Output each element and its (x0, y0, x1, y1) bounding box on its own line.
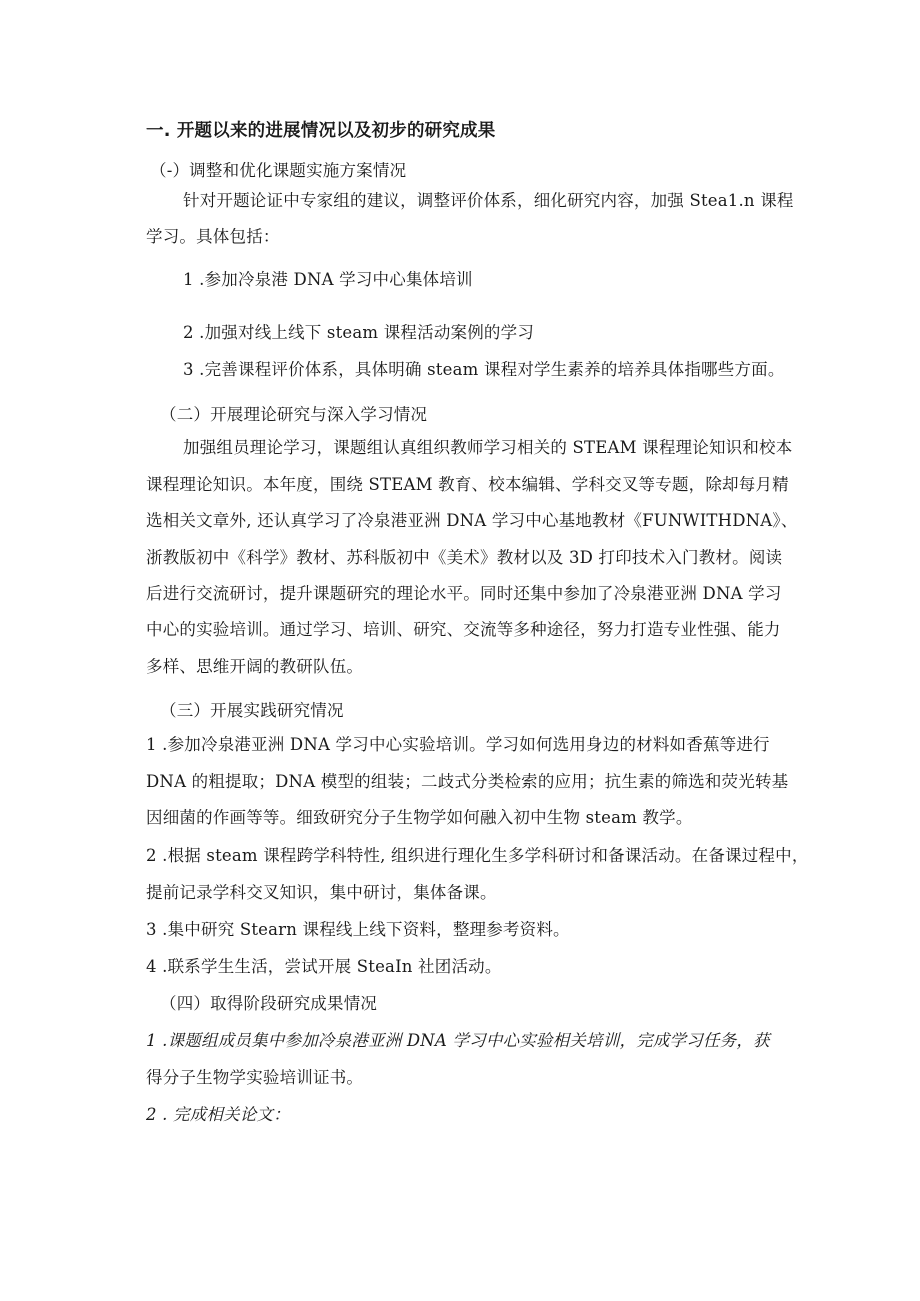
paragraph-line: 加强组员理论学习，课题组认真组织教师学习相关的 STEAM 课程理论知识和校本 (183, 438, 793, 457)
paragraph-line: 课程理论知识。本年度，围绕 STEAM 教育、校本编辑、学科交叉等专题，除却每月精 (146, 475, 789, 494)
paragraph-line: 得分子生物学实验培训证书。 (146, 1068, 364, 1087)
paragraph-line: DNA 的粗提取；DNA 模型的组装；二歧式分类检索的应用；抗生素的筛选和荧光转基 (146, 772, 789, 791)
section-heading: 一. 开题以来的进展情况以及初步的研究成果 (146, 121, 496, 141)
paragraph-line: 学习。具体包括： (146, 227, 280, 246)
paragraph-line: 中心的实验培训。通过学习、培训、研究、交流等多种途径，努力打造专业性强、能力 (146, 620, 781, 639)
subsection-heading: （三）开展实践研究情况 (160, 701, 344, 720)
list-item: 1 .参加冷泉港 DNA 学习中心集体培训 (183, 270, 473, 289)
list-item: 3 .完善课程评价体系，具体明确 steam 课程对学生素养的培养具体指哪些方面。 (183, 360, 785, 379)
list-item: 1 .参加冷泉港亚洲 DNA 学习中心实验培训。学习如何选用身边的材料如香蕉等进行 (146, 735, 770, 754)
subsection-heading: （四）取得阶段研究成果情况 (160, 994, 378, 1013)
list-item: 2 .加强对线上线下 steam 课程活动案例的学习 (183, 323, 535, 342)
paragraph-line: 多样、思维开阔的教研队伍。 (146, 657, 364, 676)
list-item: 1 .课题组成员集中参加冷泉港亚洲 DNA 学习中心实验相关培训，完成学习任务，获 (146, 1031, 770, 1050)
subsection-heading: （二）开展理论研究与深入学习情况 (160, 405, 428, 424)
list-item: 4 .联系学生生活，尝试开展 SteaIn 社团活动。 (146, 957, 502, 976)
paragraph-line: 浙教版初中《科学》教材、苏科版初中《美术》教材以及 3D 打印技术入门教材。阅读 (146, 548, 783, 567)
paragraph-line: 提前记录学科交叉知识，集中研讨，集体备课。 (146, 883, 497, 902)
list-item: 3 .集中研究 Stearn 课程线上线下资料，整理参考资料。 (146, 920, 570, 939)
subsection-heading: （-）调整和优化课题实施方案情况 (150, 161, 407, 180)
paragraph-line: 因细菌的作画等等。细致研究分子生物学如何融入初中生物 steam 教学。 (146, 808, 693, 827)
list-item: 2 .根据 steam 课程跨学科特性, 组织进行理化生多学科研讨和备课活动。在备课过程中， (146, 846, 809, 865)
paragraph-line: 后进行交流研讨，提升课题研究的理论水平。同时还集中参加了冷泉港亚洲 DNA 学习 (146, 584, 782, 603)
paragraph-line: 选相关文章外, 还认真学习了冷泉港亚洲 DNA 学习中心基地教材《FUNWITHDNA》、 (146, 511, 798, 530)
paragraph-line: 针对开题论证中专家组的建议，调整评价体系，细化研究内容，加强 Stea1.n 课程 (183, 191, 794, 210)
list-item: 2 . 完成相关论文： (146, 1105, 290, 1124)
